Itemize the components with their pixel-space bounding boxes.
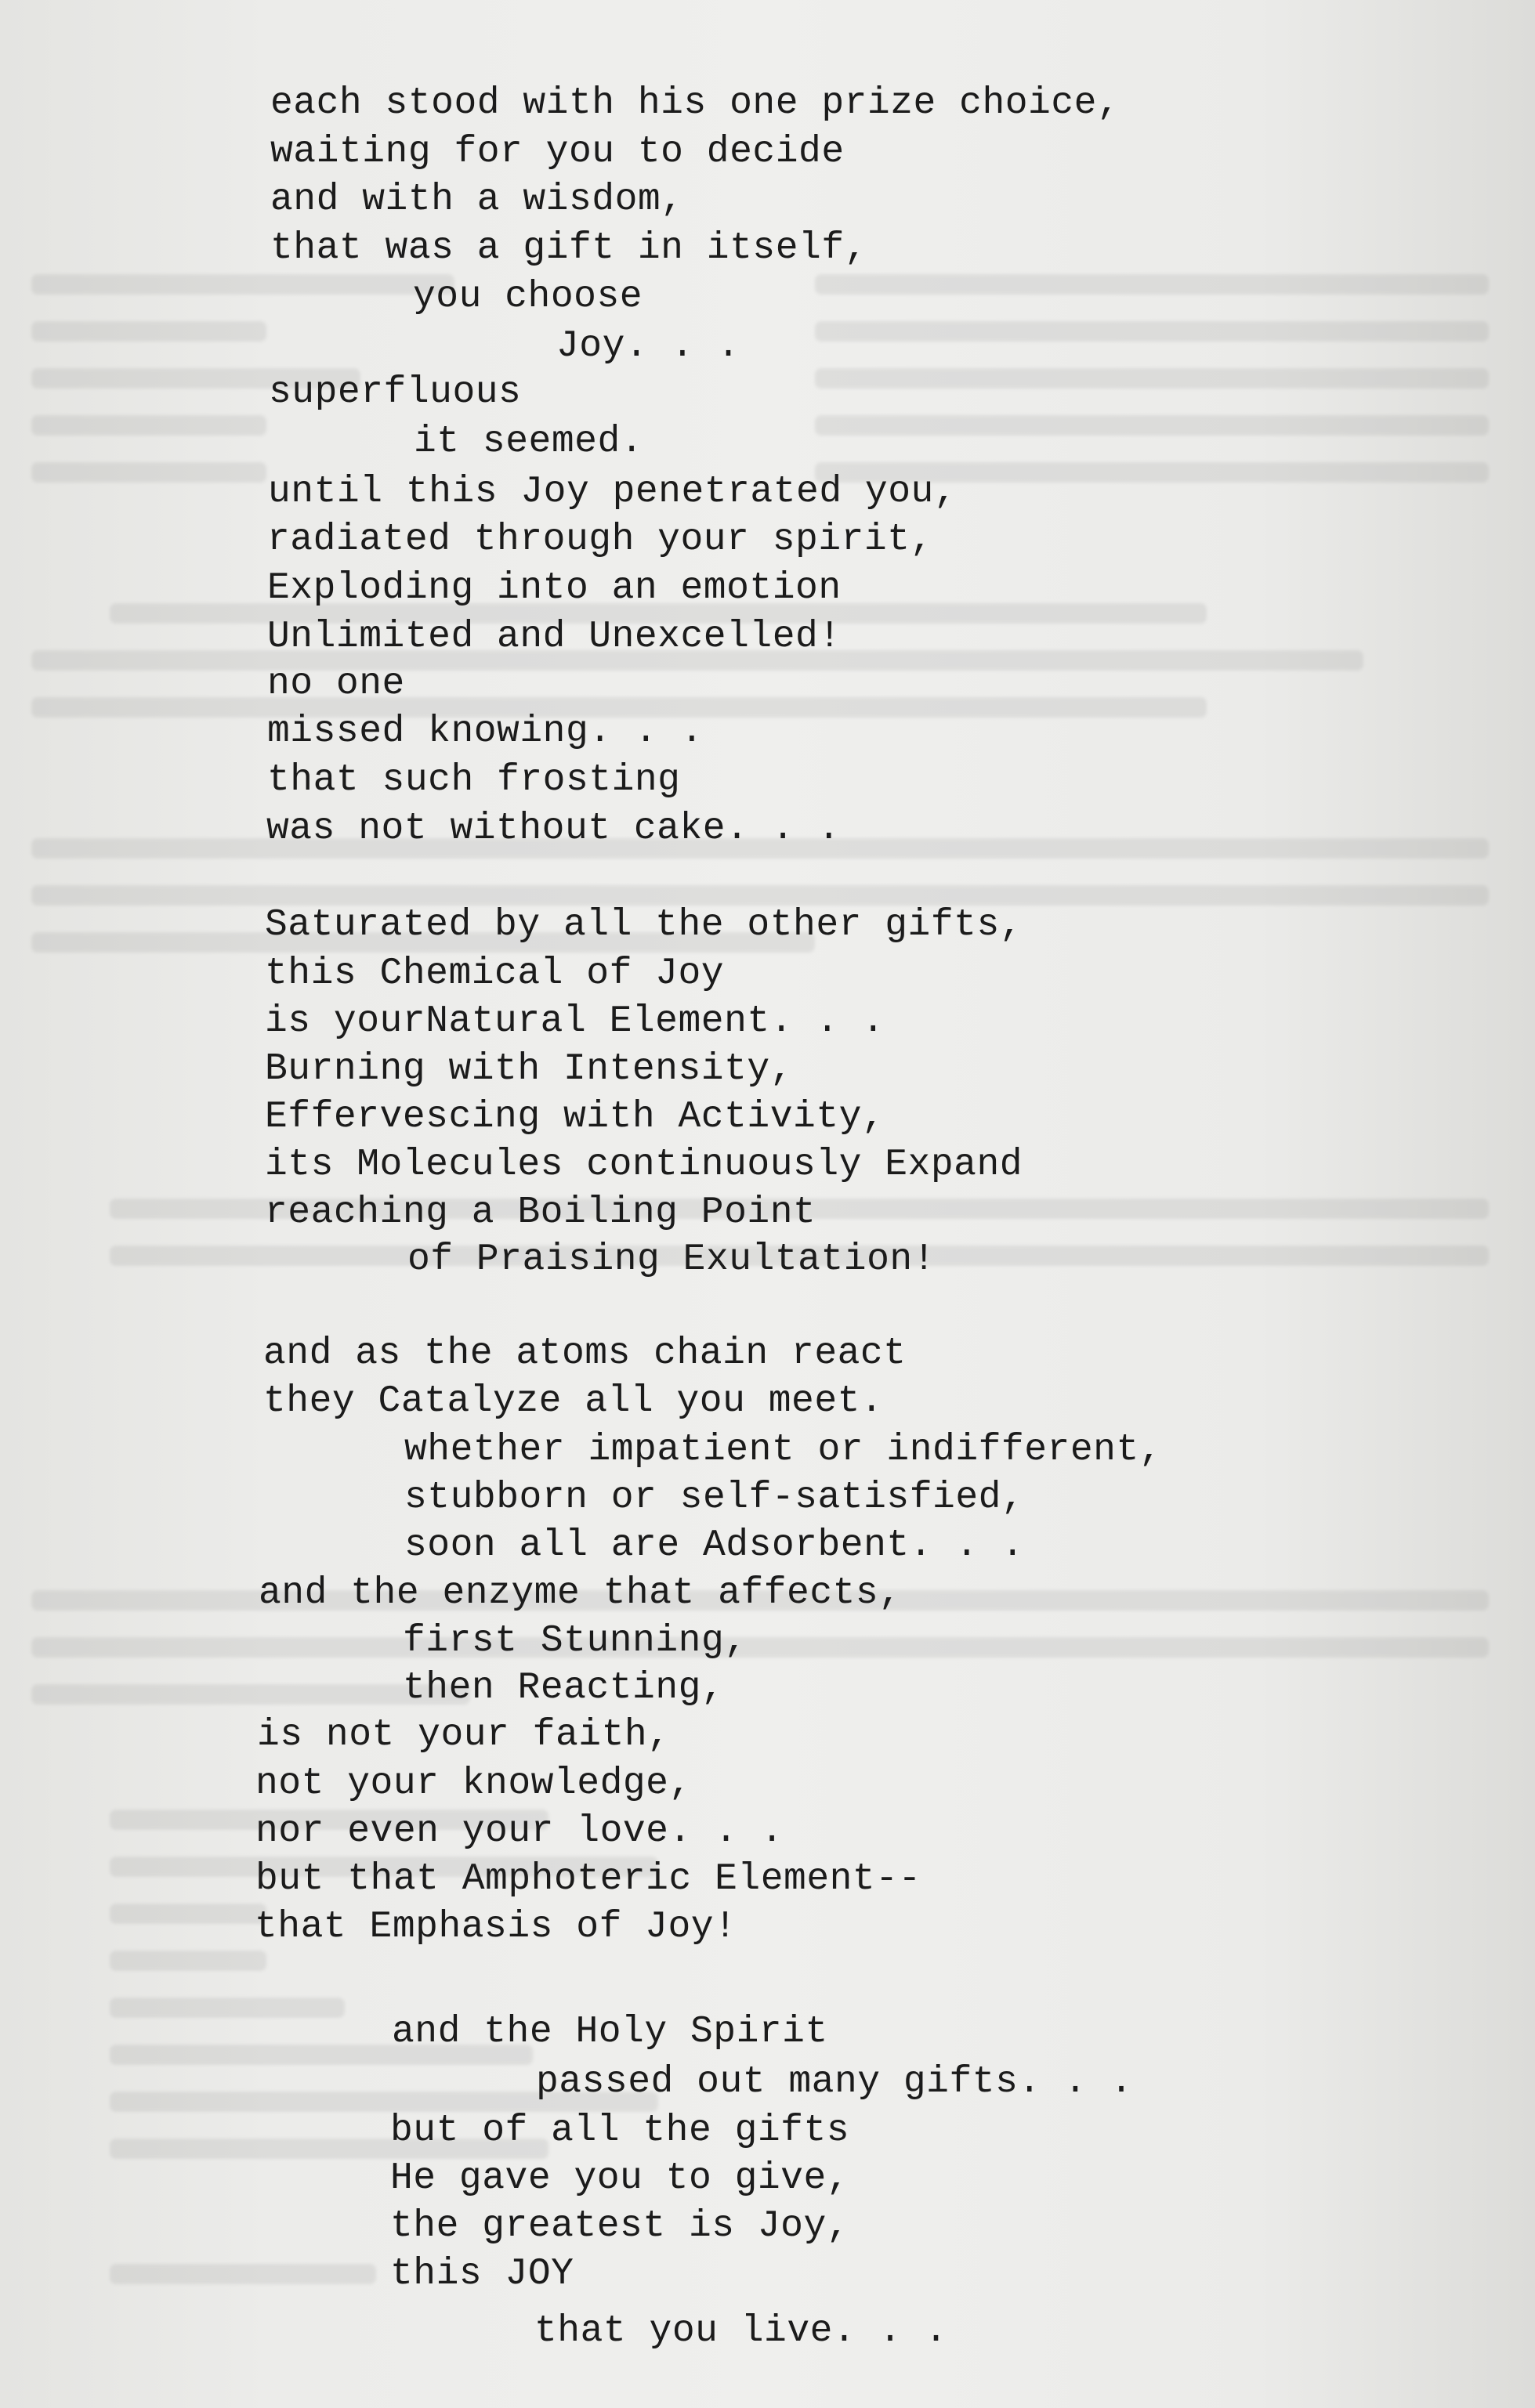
poem-line: its Molecules continuously Expand [265, 1144, 1023, 1186]
poem-line: this Chemical of Joy [265, 953, 725, 995]
poem-line: Exploding into an emotion [267, 567, 842, 609]
poem-line: and with a wisdom, [270, 179, 684, 221]
poem-line: first Stunning, [403, 1620, 748, 1662]
poem-line: this JOY [390, 2253, 574, 2295]
poem-line: that was a gift in itself, [270, 227, 867, 269]
poem-line: you choose [413, 276, 643, 318]
poem-line: it seemed. [414, 421, 644, 463]
poem-line: but that Amphoteric Element-- [255, 1858, 921, 1900]
poem-line: that Emphasis of Joy! [255, 1906, 737, 1948]
poem-line: Unlimited and Unexcelled! [267, 616, 842, 658]
poem-line: that such frosting [267, 759, 681, 801]
poem-line: nor even your love. . . [255, 1810, 784, 1853]
poem-line: stubborn or self-satisfied, [404, 1477, 1025, 1519]
poem-line: but of all the gifts [390, 2110, 850, 2152]
poem-line: is yourNatural Element. . . [265, 1000, 885, 1043]
poem-line: not your knowledge, [255, 1763, 692, 1805]
poem-line: missed knowing. . . [267, 710, 704, 753]
poem-line: of Praising Exultation! [407, 1238, 936, 1281]
poem-line: until this Joy penetrated you, [268, 471, 958, 513]
poem-line: soon all are Adsorbent. . . [404, 1524, 1025, 1567]
poem-line: was not without cake. . . [266, 808, 841, 850]
poem-line: Joy. . . [556, 325, 740, 367]
poem-line: radiated through your spirit, [267, 519, 933, 561]
poem-line: then Reacting, [403, 1667, 725, 1709]
poem-line: the greatest is Joy, [390, 2205, 850, 2247]
poem-line: Saturated by all the other gifts, [265, 904, 1023, 946]
poem-line: and the Holy Spirit [392, 2011, 828, 2053]
poem-line: they Catalyze all you meet. [263, 1380, 884, 1423]
poem-line: that you live. . . [534, 2310, 948, 2352]
poem-line: Burning with Intensity, [265, 1048, 794, 1090]
poem-line: reaching a Boiling Point [265, 1191, 816, 1234]
poem-line: superfluous [269, 371, 522, 414]
poem-line: and as the atoms chain react [263, 1332, 907, 1375]
poem-line: whether impatient or indifferent, [404, 1429, 1163, 1471]
poem-line: and the enzyme that affects, [259, 1572, 902, 1614]
poem-line: He gave you to give, [390, 2157, 850, 2200]
poem-line: is not your faith, [257, 1714, 671, 1756]
poem-line: passed out many gifts. . . [536, 2061, 1133, 2103]
poem-line: no one [267, 663, 405, 705]
poem-line: each stood with his one prize choice, [270, 82, 1120, 125]
poem-line: Effervescing with Activity, [265, 1096, 885, 1138]
poem-line: waiting for you to decide [270, 131, 845, 173]
